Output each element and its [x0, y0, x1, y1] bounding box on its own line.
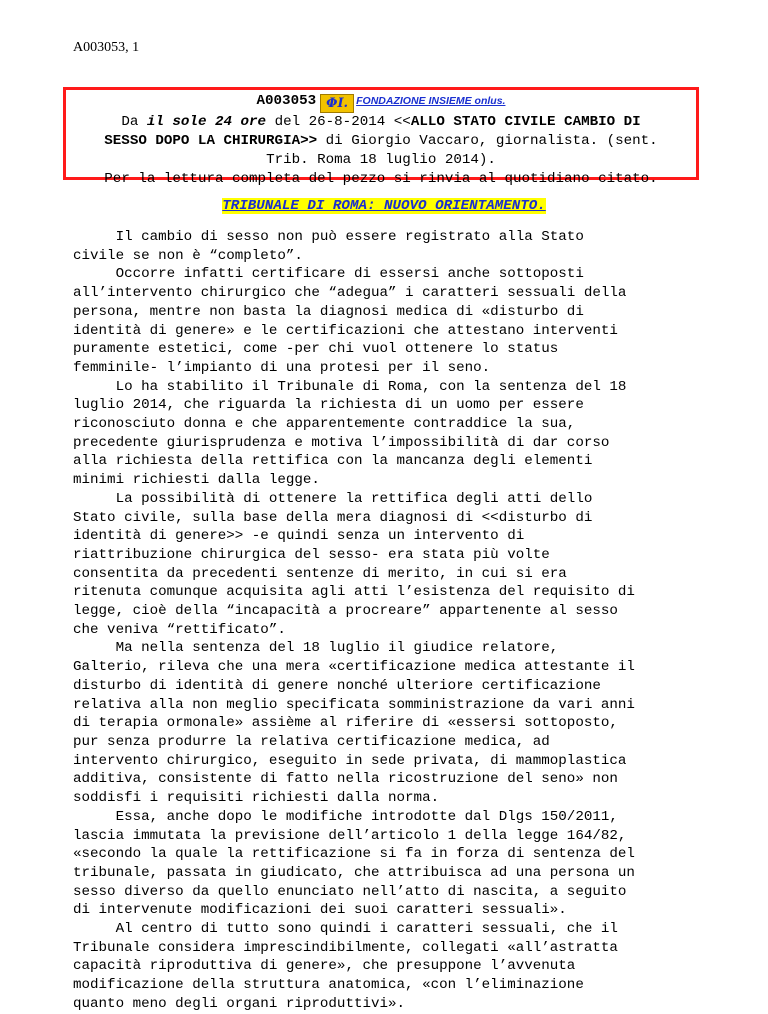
body-line: sesso diverso da quello enunciato nell’atto di nascita, a seguito — [73, 883, 627, 900]
body-line: lascia immutata la previsione dell’articolo 1 della legge 164/82, — [73, 827, 627, 844]
citation-line-4: Trib. Roma 18 luglio 2014). — [266, 152, 496, 168]
body-line: Occorre infatti certificare di essersi anche sottoposti — [73, 266, 584, 283]
body-line: Galterio, rileva che una mera «certificazione medica attestante il — [73, 659, 635, 676]
body-line: intervento chirurgico, eseguito in sede privata, di mammoplastica — [73, 752, 627, 769]
body-line: di intervenute modificazioni dei suoi caratteri sessuali». — [73, 902, 567, 919]
citation-line-2 — [66, 113, 696, 132]
source-citation-box — [63, 87, 699, 187]
body-line: legge, cioè della “incapacità a procreare” appartenente al sesso — [73, 603, 618, 620]
body-line: additiva, consistente di fatto nella ricostruzione del seno» non — [73, 771, 618, 788]
body-line: ritenuta comunque acquisita agli atti l’esistenza del requisito di — [73, 584, 635, 601]
body-line: che veniva “rettificato”. — [73, 621, 286, 638]
article-body — [73, 228, 713, 1014]
citation-line-3 — [66, 132, 696, 151]
body-line: persona, mentre non basta la diagnosi medica di «disturbo di — [73, 303, 584, 320]
body-line: soddisfi i requisiti richiesti dalla norma. — [73, 790, 440, 807]
body-line: pur senza produrre la relativa certificazione medica, ad — [73, 733, 550, 750]
page-header: A003053, 1 — [73, 40, 140, 55]
body-line: Stato civile, sulla base della mera diagnosi di <<disturbo di — [73, 509, 593, 526]
body-line: riattribuzione chirurgica del sesso- era stata più volte — [73, 546, 550, 563]
body-line: riconosciuto donna e che apparentemente contraddice la sua, — [73, 416, 576, 433]
body-line: «secondo la quale la rettificazione si fa in forza di sentenza del — [73, 846, 635, 863]
article-title-part1: ALLO STATO CIVILE CAMBIO DI — [410, 114, 641, 130]
body-line: civile se non è “completo”. — [73, 247, 303, 264]
citation-text: Da — [121, 114, 147, 130]
citation-line-5: Per la lettura completa del pezzo si rinvia al quotidiano citato. — [104, 171, 658, 187]
body-line: luglio 2014, che riguarda la richiesta di un uomo per essere — [73, 397, 584, 414]
newspaper-name: il sole 24 ore — [146, 114, 267, 130]
body-line: femminile- l’impianto di una protesi per il seno. — [73, 359, 491, 376]
article-title-part2: SESSO DOPO LA CHIRURGIA>> — [104, 133, 318, 149]
body-line: tribunale, passata in giudicato, che attribuisca ad una persona un — [73, 864, 635, 881]
body-line: disturbo di identità di genere nonché ulteriore certificazione — [73, 677, 601, 694]
body-line: identità di genere>> -e quindi senza un intervento di — [73, 528, 525, 545]
section-title: TRIBUNALE DI ROMA: NUOVO ORIENTAMENTO. — [222, 198, 546, 214]
body-line: Ma nella sentenza del 18 luglio il giudice relatore, — [73, 640, 559, 657]
body-line: relativa alla non meglio specificata somministrazione da vari anni — [73, 696, 635, 713]
body-line: La possibilità di ottenere la rettifica degli atti dello — [73, 490, 593, 507]
body-line: modificazione della struttura anatomica, «con l’eliminazione — [73, 977, 584, 994]
foundation-name-link[interactable]: FONDAZIONE INSIEME onlus. — [356, 95, 506, 107]
body-line: Il cambio di sesso non può essere registrato alla Stato — [73, 229, 584, 245]
body-line: identità di genere» e le certificazioni che attestano interventi — [73, 322, 618, 339]
citation-date: del 26-8-2014 << — [266, 114, 411, 130]
body-line: puramente estetici, come -per chi vuol ottenere lo status — [73, 341, 559, 358]
citation-author: di Giorgio Vaccaro, giornalista. (sent. — [317, 133, 658, 149]
body-line: all’intervento chirurgico che “adegua” i caratteri sessuali della — [73, 285, 627, 302]
body-line: consentita da precedenti sentenze di merito, in cui si era — [73, 565, 567, 582]
foundation-logo-icon: ΦI. — [320, 94, 354, 113]
body-line: precedente giurisprudenza e motiva l’impossibilità di dar corso — [73, 434, 610, 451]
body-line: minimi richiesti dalla legge. — [73, 472, 320, 489]
document-code: A003053 — [256, 93, 317, 109]
body-line: alla richiesta della rettifica con la mancanza degli elementi — [73, 453, 593, 470]
body-line: capacità riproduttiva di genere», che presuppone l’avvenuta — [73, 958, 576, 975]
body-line: Essa, anche dopo le modifiche introdotte dal Dlgs 150/2011, — [73, 808, 618, 825]
citation-line-1 — [66, 92, 696, 113]
body-line: di terapia ormonale» assième al riferire di «essersi sottoposto, — [73, 715, 618, 732]
body-line: quanto meno degli organi riproduttivi». — [73, 995, 406, 1012]
body-line: Lo ha stabilito il Tribunale di Roma, con la sentenza del 18 — [73, 378, 627, 395]
body-line: Al centro di tutto sono quindi i caratteri sessuali, che il — [73, 921, 618, 938]
body-line: Tribunale considera imprescindibilmente, collegati «all’astratta — [73, 939, 618, 956]
